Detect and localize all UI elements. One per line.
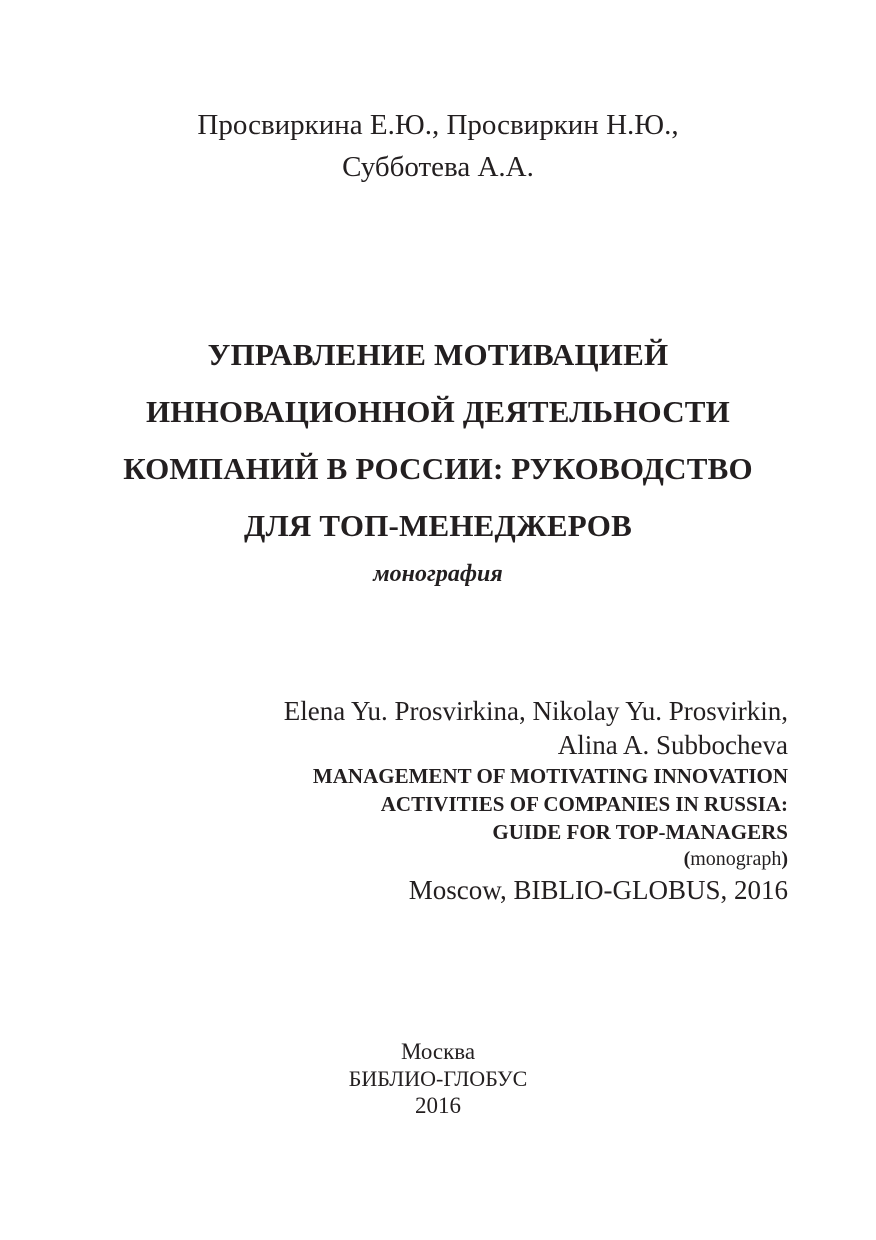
imprint bbox=[0, 1038, 876, 1119]
genre-en bbox=[88, 846, 788, 872]
title-en-line-1: MANAGEMENT OF MOTIVATING INNOVATION bbox=[312, 764, 788, 788]
imprint-city: Москва bbox=[400, 1039, 476, 1064]
title-en-line-2: ACTIVITIES OF COMPANIES IN RUSSIA: bbox=[380, 792, 788, 816]
authors-en-line-2: Alina A. Subbocheva bbox=[557, 730, 788, 760]
genre-en-text: monograph bbox=[690, 848, 782, 870]
title-ru-line-2: ИННОВАЦИОННОЙ ДЕЯТЕЛЬНОСТИ bbox=[145, 394, 730, 429]
publisher-en: Moscow, BIBLIO-GLOBUS, 2016 bbox=[408, 875, 788, 905]
title-en-line-3: GUIDE FOR TOP-MANAGERS bbox=[492, 820, 788, 844]
imprint-publisher: БИБЛИО-ГЛОБУС bbox=[348, 1066, 528, 1091]
authors-ru-line-1: Просвиркина Е.Ю., Просвиркин Н.Ю., bbox=[197, 109, 679, 141]
title-ru-line-1: УПРАВЛЕНИЕ МОТИВАЦИЕЙ bbox=[207, 337, 669, 372]
title-ru-line-3: КОМПАНИЙ В РОССИИ: РУКОВОДСТВО bbox=[123, 451, 753, 486]
genre-ru: монография bbox=[373, 561, 503, 587]
title-ru-line-4: ДЛЯ ТОП-МЕНЕДЖЕРОВ bbox=[244, 508, 632, 543]
genre-en-close-paren: ) bbox=[781, 848, 788, 870]
english-summary bbox=[88, 694, 788, 908]
book-title-ru bbox=[0, 326, 876, 554]
authors-ru bbox=[0, 104, 876, 188]
authors-ru-line-2: Субботева А.А. bbox=[342, 151, 534, 183]
imprint-year: 2016 bbox=[415, 1093, 461, 1118]
authors-en-line-1: Elena Yu. Prosvirkina, Nikolay Yu. Prosvirkin, bbox=[283, 696, 788, 726]
genre-en-open-paren: ( bbox=[683, 848, 691, 870]
